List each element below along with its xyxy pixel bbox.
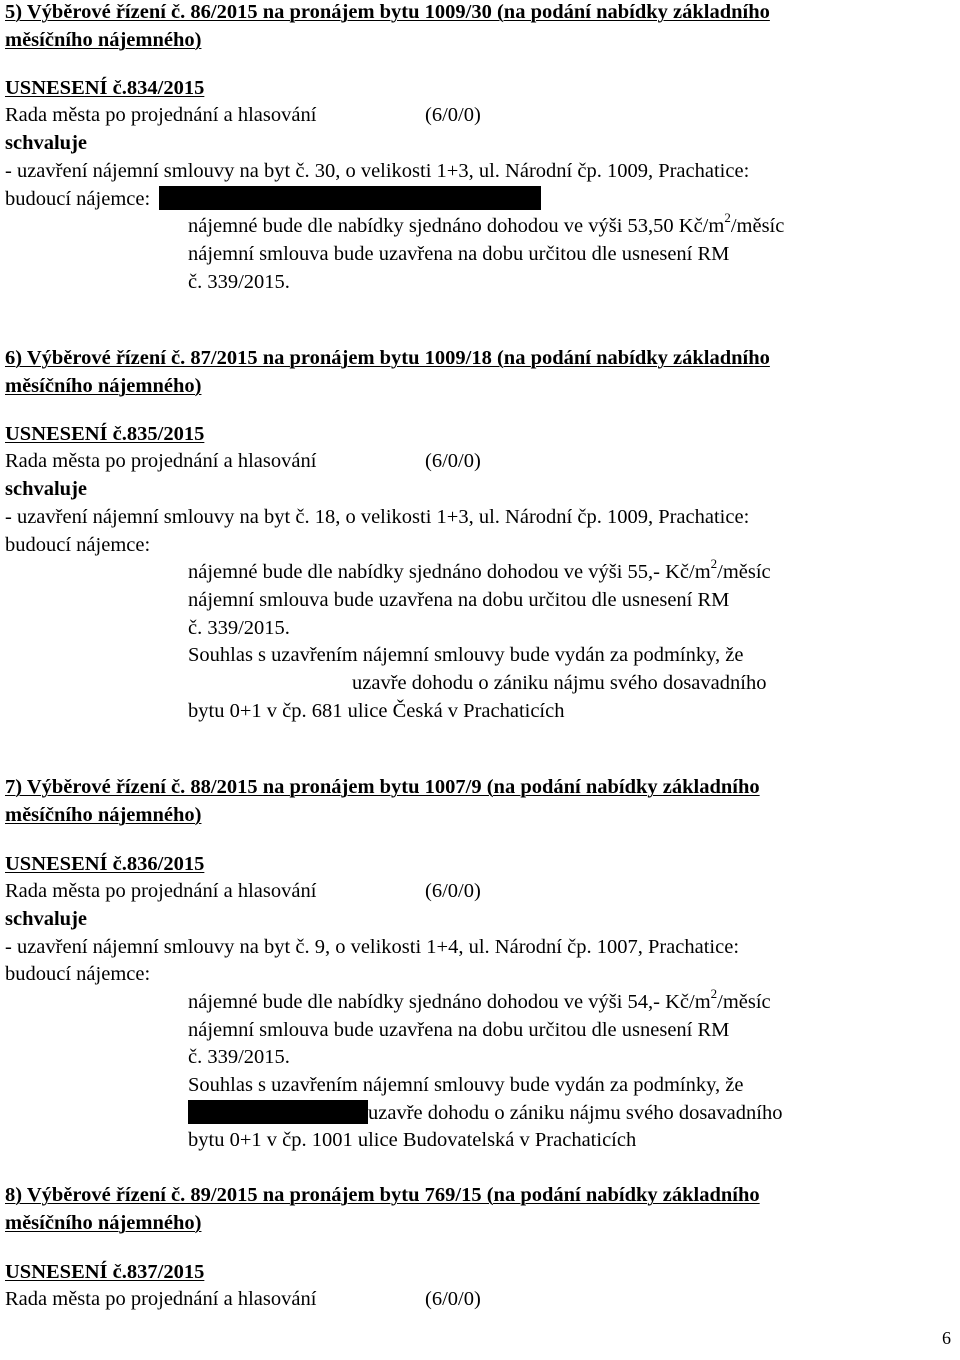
section-5-item: - uzavření nájemní smlouvy na byt č. 30, o velikosti 1+3, ul. Národní čp. 1009, Prachatice: bbox=[5, 160, 750, 182]
section-5-tenant-line bbox=[5, 185, 541, 213]
section-7-resolution: USNESENÍ č.836/2015 bbox=[5, 853, 205, 875]
section-7-tenant-line: budoucí nájemce: bbox=[5, 963, 151, 985]
section-7-heading-line1: 7) Výběrové řízení č. 88/2015 na pronájem bytu 1007/9 (na podání nabídky základního bbox=[5, 776, 760, 798]
section-6-tenant-line: budoucí nájemce: bbox=[5, 534, 151, 556]
section-6-heading-line2: měsíčního nájemného) bbox=[5, 375, 202, 397]
section-6-consent-line2: uzavře dohodu o zániku nájmu svého dosavadního bbox=[352, 672, 767, 694]
votes: (6/0/0) bbox=[425, 104, 481, 126]
council-text: Rada města po projednání a hlasování bbox=[5, 880, 317, 902]
section-6-consent-line1: Souhlas s uzavřením nájemní smlouvy bude vydán za podmínky, že bbox=[188, 644, 744, 666]
council-text: Rada města po projednání a hlasování bbox=[5, 1288, 317, 1310]
section-7-contract-line2: č. 339/2015. bbox=[188, 1046, 290, 1068]
redaction-bar bbox=[159, 186, 541, 210]
section-6-rent: nájemné bude dle nabídky sjednáno dohodou ve výši 55,- $Kč/m^2$/měsíc bbox=[188, 556, 771, 583]
section-8-heading-line2: měsíčního nájemného) bbox=[5, 1212, 202, 1234]
section-6-approves: schvaluje bbox=[5, 478, 87, 500]
section-7-approves: schvaluje bbox=[5, 908, 87, 930]
section-5-heading-line2: měsíčního nájemného) bbox=[5, 29, 202, 51]
section-6-council-line bbox=[5, 447, 955, 475]
council-text: Rada města po projednání a hlasování bbox=[5, 450, 317, 472]
votes: (6/0/0) bbox=[425, 450, 481, 472]
section-5-contract-line1: nájemní smlouva bude uzavřena na dobu určitou dle usnesení RM bbox=[188, 243, 730, 265]
section-7-heading-line2: měsíčního nájemného) bbox=[5, 804, 202, 826]
tenant-label: budoucí nájemce: bbox=[5, 188, 151, 210]
section-6-contract-line2: č. 339/2015. bbox=[188, 617, 290, 639]
votes: (6/0/0) bbox=[425, 880, 481, 902]
section-5-heading-line1: 5) Výběrové řízení č. 86/2015 na pronájem bytu 1009/30 (na podání nabídky základního bbox=[5, 1, 770, 23]
section-7-contract-line1: nájemní smlouva bude uzavřena na dobu určitou dle usnesení RM bbox=[188, 1019, 730, 1041]
section-5-contract-line2: č. 339/2015. bbox=[188, 271, 290, 293]
redaction-bar bbox=[188, 1100, 368, 1124]
document-page bbox=[5, 0, 955, 1360]
section-6-consent-line3: bytu 0+1 v čp. 681 ulice Česká v Prachaticích bbox=[188, 700, 565, 722]
section-5-rent: nájemné bude dle nabídky sjednáno dohodou ve výši 53,50 $Kč/m^2$/měsíc bbox=[188, 210, 785, 237]
section-6-item: - uzavření nájemní smlouvy na byt č. 18, o velikosti 1+3, ul. Národní čp. 1009, Prachatice: bbox=[5, 506, 750, 528]
section-7-item: - uzavření nájemní smlouvy na byt č. 9, o velikosti 1+4, ul. Národní čp. 1007, Prachatice: bbox=[5, 936, 740, 958]
votes: (6/0/0) bbox=[425, 1288, 481, 1310]
section-7-consent-line2: uzavře dohodu o zániku nájmu svého dosavadního bbox=[188, 1099, 782, 1127]
section-8-council-line bbox=[5, 1285, 955, 1313]
section-6-heading-line1: 6) Výběrové řízení č. 87/2015 na pronájem bytu 1009/18 (na podání nabídky základního bbox=[5, 347, 770, 369]
council-text: Rada města po projednání a hlasování bbox=[5, 104, 317, 126]
section-6-resolution: USNESENÍ č.835/2015 bbox=[5, 423, 205, 445]
section-7-rent: nájemné bude dle nabídky sjednáno dohodou ve výši 54,- $Kč/m^2$/měsíc bbox=[188, 986, 771, 1013]
section-7-consent-line3: bytu 0+1 v čp. 1001 ulice Budovatelská v Prachaticích bbox=[188, 1129, 637, 1151]
section-7-council-line bbox=[5, 877, 955, 905]
section-7-consent-line1: Souhlas s uzavřením nájemní smlouvy bude vydán za podmínky, že bbox=[188, 1074, 744, 1096]
section-5-approves: schvaluje bbox=[5, 132, 87, 154]
section-5-resolution: USNESENÍ č.834/2015 bbox=[5, 77, 205, 99]
page-number: 6 bbox=[942, 1328, 951, 1348]
section-8-heading-line1: 8) Výběrové řízení č. 89/2015 na pronájem bytu 769/15 (na podání nabídky základního bbox=[5, 1184, 760, 1206]
section-8-resolution: USNESENÍ č.837/2015 bbox=[5, 1261, 205, 1283]
section-5-council-line bbox=[5, 101, 955, 129]
section-6-contract-line1: nájemní smlouva bude uzavřena na dobu určitou dle usnesení RM bbox=[188, 589, 730, 611]
